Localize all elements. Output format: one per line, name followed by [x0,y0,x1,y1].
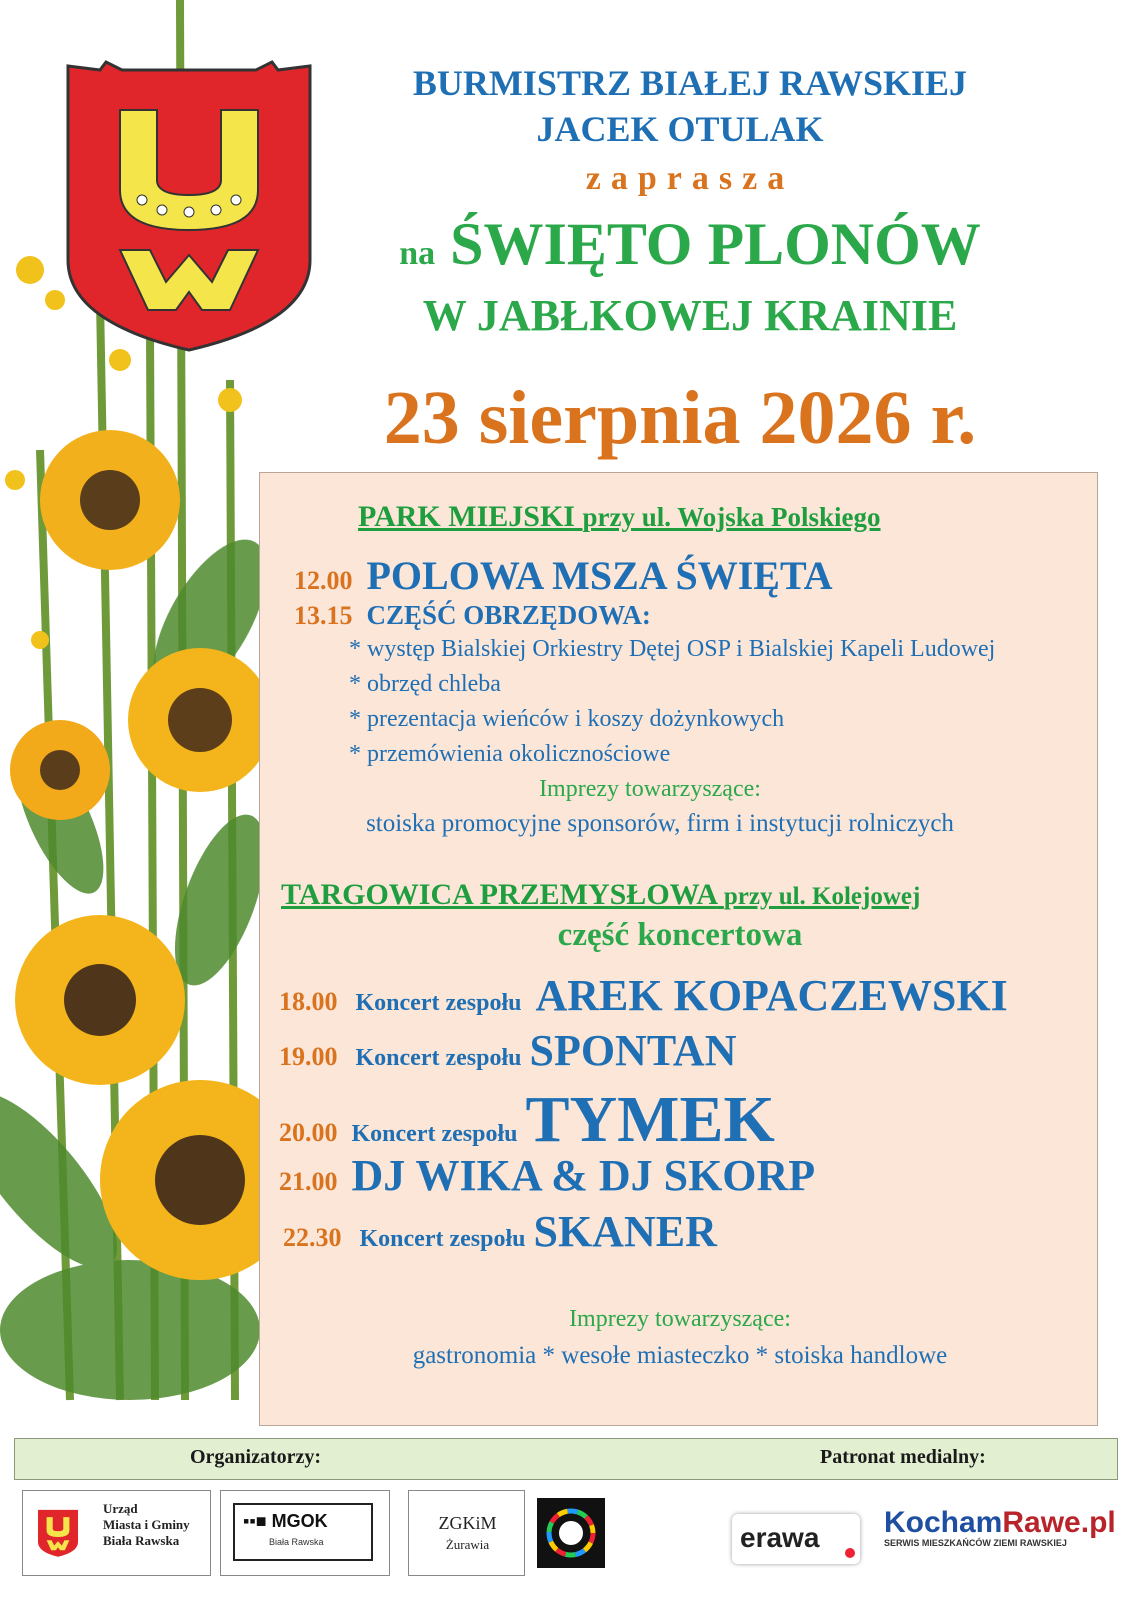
program-item-mass [294,552,833,599]
organizers-label: Organizatorzy: [190,1446,322,1468]
zgkim-sub: Żurawia [445,1537,490,1552]
rawe-part: Rawe.pl [1002,1506,1116,1539]
urzad-logo[interactable] [22,1490,211,1576]
concert-time: 21.00 [279,1167,338,1196]
event-title-prefix: na [399,235,436,272]
concert-row [283,1206,717,1257]
targowica-venue-name: TARGOWICA PRZEMYSŁOWA [281,878,717,911]
program-item-ceremony [294,600,651,631]
mgok-name: MGOK [271,1511,328,1531]
concert-time: 18.00 [279,987,338,1016]
urzad-line: Biała Rawska [103,1533,180,1548]
concert-label: Koncert zespołu [355,990,522,1016]
event-subtitle: W JABŁKOWEJ KRAINIE [422,291,958,340]
targowica-side-title: Imprezy towarzyszące: [569,1306,791,1332]
event-date: 23 sierpnia 2026 r. [383,376,977,460]
concert-name: SKANER [533,1207,717,1256]
concert-row [279,1025,736,1076]
concert-row [279,970,1008,1021]
ceremony-bullet: * prezentacja wieńców i koszy dożynkowych [349,706,785,732]
concert-name: SPONTAN [529,1026,737,1075]
item-time: 13.15 [294,601,353,630]
concert-time: 22.30 [283,1223,342,1252]
concert-label: Koncert zespołu [355,1045,522,1071]
park-venue-name: PARK MIEJSKI [358,500,575,533]
concert-subtitle: część koncertowa [557,917,803,953]
park-side-title: Imprezy towarzyszące: [539,776,761,802]
event-title-main: ŚWIĘTO PLONÓW [450,211,981,277]
colorful-circle-logo[interactable] [537,1498,605,1568]
concert-label: Koncert zespołu [359,1226,526,1252]
ceremony-bullet: * przemówienia okolicznościowe [349,741,671,767]
targowica-side-text: gastronomia * wesołe miasteczko * stoiska handlowe [412,1342,948,1369]
urzad-text [103,1501,190,1549]
header-invite: zaprasza [585,160,795,197]
colorful-circle-icon [537,1498,605,1568]
mgok-logo[interactable] [220,1490,390,1576]
header-line-1: BURMISTRZ BIAŁEJ RAWSKIEJ [412,63,968,103]
park-venue [358,500,881,534]
urzad-line: Miasta i Gminy [103,1517,190,1532]
ceremony-bullet: * występ Bialskiej Orkiestry Dętej OSP i Bialskiej Kapeli Ludowej [349,636,996,662]
zgkim-title: ZGKiM [438,1513,497,1533]
concert-time: 19.00 [279,1042,338,1071]
concert-name: DJ WIKA & DJ SKORP [351,1151,816,1200]
mgok-title: ▪▪■ MGOK [243,1511,328,1531]
kocham-part: Kocham [884,1506,1003,1539]
concert-row [279,1082,775,1158]
targowica-venue [281,878,920,912]
ceremony-bullet: * obrzęd chleba [349,671,501,697]
urzad-line: Urząd [103,1501,138,1516]
patron-label: Patronat medialny: [820,1446,986,1468]
header-line-2: JACEK OTULAK [536,109,824,149]
erawa-dot [845,1548,855,1558]
coat-of-arms-logo [62,60,316,352]
concert-name: AREK KOPACZEWSKI [535,971,1008,1020]
item-time: 12.00 [294,566,353,595]
erawa-logo[interactable] [732,1514,860,1564]
targowica-venue-street: przy ul. Kolejowej [723,883,921,910]
coat-of-arms-icon [37,1507,79,1559]
concert-label: Koncert zespołu [351,1121,518,1147]
mgok-sub: Biała Rawska [269,1537,324,1547]
item-title: CZĘŚĆ OBRZĘDOWA: [366,600,651,630]
kocham-sub: SERWIS MIESZKAŃCÓW ZIEMI RAWSKIEJ [884,1538,1067,1548]
concert-time: 20.00 [279,1118,338,1147]
park-venue-street: przy ul. Wojska Polskiego [582,502,881,532]
item-title: POLOWA MSZA ŚWIĘTA [366,553,833,598]
park-side-text: stoiska promocyjne sponsorów, firm i instytucji rolniczych [366,810,954,837]
concert-name: TYMEK [525,1083,775,1156]
concert-row [279,1150,815,1201]
kochamrawe-logo[interactable] [884,1506,1116,1548]
event-title [330,210,1050,279]
erawa-text: erawa [740,1522,820,1553]
zgkim-logo[interactable] [408,1490,525,1576]
